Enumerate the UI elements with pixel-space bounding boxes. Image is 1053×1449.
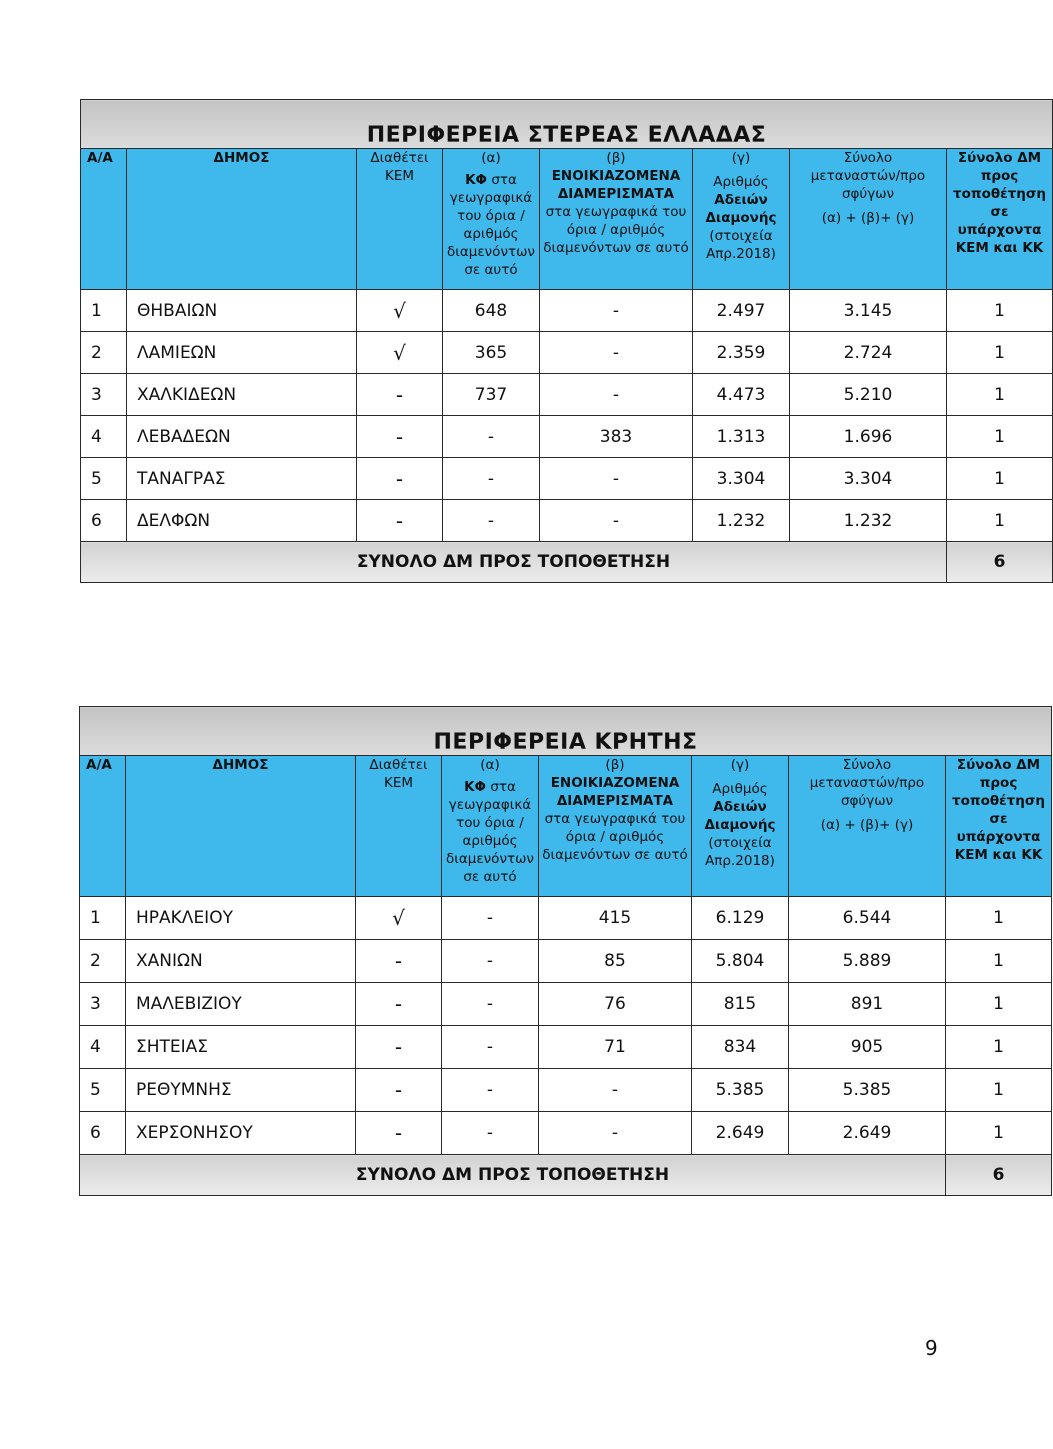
cell-total: 3.145 <box>790 290 947 332</box>
cell-aa: 1 <box>80 897 126 940</box>
header-kem <box>356 756 442 897</box>
cell-a: - <box>443 500 540 542</box>
cell-b: - <box>539 1112 692 1155</box>
header-a-line: γεωγραφικά <box>448 797 532 813</box>
header-kem-line: Διαθέτει <box>369 757 428 773</box>
cell-dimos: ΧΑΝΙΩΝ <box>126 940 356 983</box>
header-a-bold: ΚΦ <box>465 172 488 188</box>
cell-dimos: ΧΕΡΣΟΝΗΣΟΥ <box>126 1112 356 1155</box>
cell-b: - <box>540 374 693 416</box>
header-sum <box>789 756 946 897</box>
header-dm-line: Σύνολο ΔΜ <box>956 757 1041 773</box>
header-sum-line: (α) + (β)+ (γ) <box>821 210 915 226</box>
total-row <box>80 1155 1052 1196</box>
header-dm-line: προς <box>979 775 1018 791</box>
header-dm-line: τοποθέτηση <box>952 793 1046 809</box>
header-c <box>692 756 789 897</box>
cell-dm: 1 <box>946 897 1052 940</box>
cell-dm: 1 <box>946 1026 1052 1069</box>
header-c <box>693 149 790 290</box>
header-c-line: Αριθμός <box>712 781 768 797</box>
table-row <box>80 983 1052 1026</box>
region-title-row <box>80 707 1052 756</box>
cell-kem: - <box>356 1026 442 1069</box>
cell-dimos: ΛΕΒΑΔΕΩΝ <box>127 416 357 458</box>
cell-dimos: ΣΗΤΕΙΑΣ <box>126 1026 356 1069</box>
cell-c: 1.313 <box>693 416 790 458</box>
header-c-line: Διαμονής <box>705 210 777 226</box>
header-sum <box>790 149 947 290</box>
header-dm-line: υπάρχοντα <box>956 829 1041 845</box>
cell-dimos: ΤΑΝΑΓΡΑΣ <box>127 458 357 500</box>
cell-c: 815 <box>692 983 789 1026</box>
cell-a: 737 <box>443 374 540 416</box>
cell-c: 834 <box>692 1026 789 1069</box>
cell-dm: 1 <box>947 416 1053 458</box>
cell-dm: 1 <box>946 983 1052 1026</box>
header-row <box>80 756 1052 897</box>
cell-aa: 4 <box>80 1026 126 1069</box>
cell-aa: 2 <box>80 940 126 983</box>
cell-a: 365 <box>443 332 540 374</box>
cell-dm: 1 <box>947 458 1053 500</box>
total-value: 6 <box>947 542 1053 583</box>
cell-dm: 1 <box>947 500 1053 542</box>
cell-dimos: ΛΑΜΙΕΩΝ <box>127 332 357 374</box>
header-b-line: διαμενόντων σε αυτό <box>543 240 689 256</box>
cell-b: 383 <box>540 416 693 458</box>
header-dimos <box>126 756 356 897</box>
cell-c: 2.359 <box>693 332 790 374</box>
total-value: 6 <box>946 1155 1052 1196</box>
table-row <box>81 416 1053 458</box>
region-title-row <box>81 100 1053 149</box>
cell-b: 85 <box>539 940 692 983</box>
cell-total: 1.696 <box>790 416 947 458</box>
header-dm-line: τοποθέτηση <box>953 186 1046 202</box>
header-a-line: γεωγραφικά <box>449 190 533 206</box>
header-sum-line: σφύγων <box>841 186 895 202</box>
cell-b: - <box>540 332 693 374</box>
header-a-line: διαμενόντων <box>447 244 535 260</box>
header-kem-line: ΚΕΜ <box>383 775 414 791</box>
cell-dimos: ΧΑΛΚΙΔΕΩΝ <box>127 374 357 416</box>
cell-b: 71 <box>539 1026 692 1069</box>
cell-dimos: ΜΑΛΕΒΙΖΙΟΥ <box>126 983 356 1026</box>
cell-c: 5.385 <box>692 1069 789 1112</box>
cell-total: 6.544 <box>789 897 946 940</box>
table-row <box>80 940 1052 983</box>
cell-a: - <box>442 940 539 983</box>
cell-aa: 4 <box>81 416 127 458</box>
header-b-line: όρια / αριθμός <box>565 829 665 845</box>
header-row <box>81 149 1053 290</box>
header-c-line: (γ) <box>731 150 751 166</box>
header-b-line: ΔΙΑΜΕΡΙΣΜΑΤΑ <box>557 186 675 202</box>
header-kem-line: ΚΕΜ <box>384 168 415 184</box>
header-a-line: του όρια / <box>456 815 524 831</box>
table-row <box>80 1069 1052 1112</box>
header-aa-label: Α/Α <box>87 150 113 166</box>
total-row <box>81 542 1053 583</box>
cell-kem: - <box>357 374 443 416</box>
header-b-line: (β) <box>606 150 626 166</box>
cell-kem: - <box>357 458 443 500</box>
header-c-line: Απρ.2018) <box>706 246 776 262</box>
header-a-line <box>443 171 539 189</box>
cell-b: - <box>540 290 693 332</box>
cell-total: 3.304 <box>790 458 947 500</box>
header-c-line: (στοιχεία <box>708 835 772 851</box>
header-b-line: όρια / αριθμός <box>566 222 666 238</box>
header-b-line: ΕΝΟΙΚΙΑΖΟΜΕΝΑ <box>551 168 681 184</box>
cell-aa: 6 <box>81 500 127 542</box>
header-c-line: Αδειών <box>714 192 768 208</box>
header-a-line: του όρια / <box>457 208 525 224</box>
table-row <box>80 1026 1052 1069</box>
region-table <box>79 706 1052 1196</box>
cell-dm: 1 <box>946 940 1052 983</box>
cell-total: 2.649 <box>789 1112 946 1155</box>
cell-dm: 1 <box>947 374 1053 416</box>
cell-total: 1.232 <box>790 500 947 542</box>
cell-total: 2.724 <box>790 332 947 374</box>
header-aa-label: Α/Α <box>86 757 112 773</box>
cell-dm: 1 <box>946 1112 1052 1155</box>
header-b-line: (β) <box>605 757 625 773</box>
header-dm-line: ΚΕΜ και ΚΚ <box>955 240 1044 256</box>
cell-aa: 6 <box>80 1112 126 1155</box>
cell-aa: 2 <box>81 332 127 374</box>
header-a-line: (α) <box>480 757 500 773</box>
cell-kem: √ <box>357 332 443 374</box>
header-a-line: σε αυτό <box>464 262 518 278</box>
cell-kem: - <box>356 940 442 983</box>
header-dimos-label: ΔΗΜΟΣ <box>213 150 270 166</box>
cell-dm: 1 <box>947 290 1053 332</box>
header-sum-line: Σύνολο <box>842 757 892 773</box>
header-b-line: στα γεωγραφικά του <box>545 204 687 220</box>
header-b-line: διαμενόντων σε αυτό <box>542 847 688 863</box>
cell-dm: 1 <box>947 332 1053 374</box>
cell-kem: √ <box>357 290 443 332</box>
total-label: ΣΥΝΟΛΟ ΔΜ ΠΡΟΣ ΤΟΠΟΘΕΤΗΣΗ <box>80 1155 946 1196</box>
cell-dimos: ΔΕΛΦΩΝ <box>127 500 357 542</box>
cell-a: - <box>443 458 540 500</box>
header-c-line: Διαμονής <box>704 817 776 833</box>
header-dm-line: υπάρχοντα <box>957 222 1042 238</box>
cell-kem: - <box>357 416 443 458</box>
cell-kem: - <box>356 1069 442 1112</box>
header-sum-line: μεταναστών/προ <box>809 775 925 791</box>
header-kem <box>357 149 443 290</box>
header-c-line: (γ) <box>730 757 750 773</box>
header-dm-line: σε <box>989 811 1008 827</box>
header-kem-line: Διαθέτει <box>370 150 429 166</box>
cell-aa: 1 <box>81 290 127 332</box>
header-b-line: στα γεωγραφικά του <box>544 811 686 827</box>
cell-c: 5.804 <box>692 940 789 983</box>
header-b <box>539 756 692 897</box>
cell-dimos: ΗΡΑΚΛΕΙΟΥ <box>126 897 356 940</box>
header-b <box>540 149 693 290</box>
cell-a: - <box>442 1112 539 1155</box>
header-dm <box>946 756 1052 897</box>
cell-c: 6.129 <box>692 897 789 940</box>
header-c-line: Αριθμός <box>713 174 769 190</box>
cell-a: - <box>442 1069 539 1112</box>
table-row <box>80 897 1052 940</box>
header-dm-line: προς <box>980 168 1019 184</box>
cell-b: - <box>539 1069 692 1112</box>
cell-a: - <box>442 983 539 1026</box>
cell-kem: √ <box>356 897 442 940</box>
table-row <box>81 290 1053 332</box>
cell-c: 2.649 <box>692 1112 789 1155</box>
header-a-text: στα <box>491 172 517 188</box>
header-dm-line: ΚΕΜ και ΚΚ <box>954 847 1043 863</box>
header-a <box>443 149 540 290</box>
header-dm-line: Σύνολο ΔΜ <box>957 150 1042 166</box>
header-a-line: σε αυτό <box>463 869 517 885</box>
header-c-line: (στοιχεία <box>709 228 773 244</box>
cell-c: 4.473 <box>693 374 790 416</box>
header-dm-line: σε <box>990 204 1009 220</box>
header-a-bold: ΚΦ <box>464 779 487 795</box>
cell-total: 891 <box>789 983 946 1026</box>
cell-total: 5.210 <box>790 374 947 416</box>
region-title: ΠΕΡΙΦΕΡΕΙΑ ΚΡΗΤΗΣ <box>80 707 1052 756</box>
header-dm <box>947 149 1053 290</box>
cell-b: 76 <box>539 983 692 1026</box>
cell-c: 2.497 <box>693 290 790 332</box>
header-c-line: Αδειών <box>713 799 767 815</box>
header-sum-line: μεταναστών/προ <box>810 168 926 184</box>
header-sum-line: σφύγων <box>840 793 894 809</box>
header-a <box>442 756 539 897</box>
total-label: ΣΥΝΟΛΟ ΔΜ ΠΡΟΣ ΤΟΠΟΘΕΤΗΣΗ <box>81 542 947 583</box>
cell-c: 3.304 <box>693 458 790 500</box>
cell-dimos: ΘΗΒΑΙΩΝ <box>127 290 357 332</box>
header-a-line: διαμενόντων <box>446 851 534 867</box>
cell-a: 648 <box>443 290 540 332</box>
page-number: 9 <box>925 1336 938 1360</box>
cell-aa: 5 <box>80 1069 126 1112</box>
cell-dm: 1 <box>946 1069 1052 1112</box>
header-a-text: στα <box>490 779 516 795</box>
cell-aa: 5 <box>81 458 127 500</box>
cell-kem: - <box>356 983 442 1026</box>
cell-b: 415 <box>539 897 692 940</box>
header-dimos <box>127 149 357 290</box>
header-aa <box>80 756 126 897</box>
header-b-line: ΔΙΑΜΕΡΙΣΜΑΤΑ <box>556 793 674 809</box>
cell-c: 1.232 <box>693 500 790 542</box>
cell-aa: 3 <box>81 374 127 416</box>
cell-kem: - <box>357 500 443 542</box>
header-a-line <box>442 778 538 796</box>
header-a-line: αριθμός <box>462 833 518 849</box>
header-dimos-label: ΔΗΜΟΣ <box>212 757 269 773</box>
cell-a: - <box>442 1026 539 1069</box>
header-sum-line: Σύνολο <box>843 150 893 166</box>
table-row <box>80 1112 1052 1155</box>
cell-b: - <box>540 500 693 542</box>
table-row <box>81 374 1053 416</box>
cell-b: - <box>540 458 693 500</box>
table-row <box>81 500 1053 542</box>
cell-a: - <box>443 416 540 458</box>
region-title: ΠΕΡΙΦΕΡΕΙΑ ΣΤΕΡΕΑΣ ΕΛΛΑΔΑΣ <box>81 100 1053 149</box>
cell-aa: 3 <box>80 983 126 1026</box>
cell-total: 905 <box>789 1026 946 1069</box>
header-a-line: (α) <box>481 150 501 166</box>
cell-a: - <box>442 897 539 940</box>
header-sum-line: (α) + (β)+ (γ) <box>820 817 914 833</box>
header-aa <box>81 149 127 290</box>
region-table <box>80 99 1053 583</box>
header-b-line: ΕΝΟΙΚΙΑΖΟΜΕΝΑ <box>550 775 680 791</box>
table-row <box>81 458 1053 500</box>
cell-total: 5.889 <box>789 940 946 983</box>
header-a-line: αριθμός <box>463 226 519 242</box>
cell-kem: - <box>356 1112 442 1155</box>
cell-dimos: ΡΕΘΥΜΝΗΣ <box>126 1069 356 1112</box>
header-c-line: Απρ.2018) <box>705 853 775 869</box>
cell-total: 5.385 <box>789 1069 946 1112</box>
table-row <box>81 332 1053 374</box>
